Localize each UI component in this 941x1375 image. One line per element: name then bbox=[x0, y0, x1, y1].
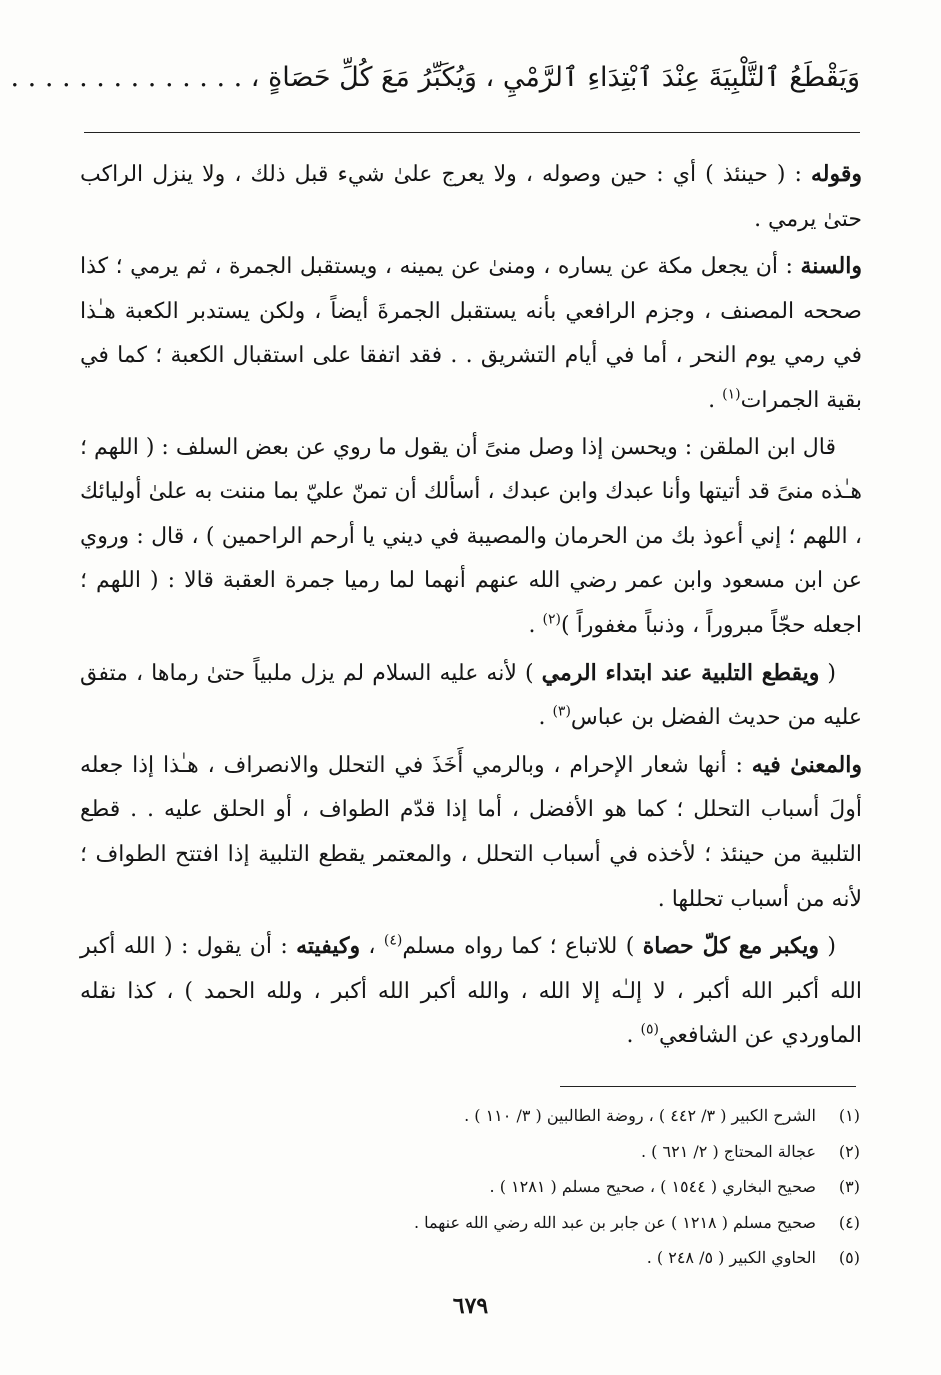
footnote-ref: (٥) bbox=[640, 1021, 660, 1038]
footnote-number: (٣) bbox=[838, 1177, 860, 1196]
footnote-ref: (٤) bbox=[383, 932, 403, 949]
matn-quote: ويكبر مع كلّ حصاة bbox=[642, 933, 820, 960]
paragraph-5 bbox=[80, 743, 862, 922]
footnote-text: عجالة المحتاج ( ٢/ ٦٢١ ) . bbox=[641, 1141, 816, 1161]
paragraph-text-2: ، bbox=[360, 934, 384, 960]
footnote-item bbox=[80, 1205, 860, 1241]
footnote-number: (٢) bbox=[838, 1141, 860, 1161]
footnote-ref: (٢) bbox=[542, 611, 561, 628]
top-divider bbox=[84, 132, 860, 133]
paragraph-4 bbox=[80, 651, 862, 741]
footnote-text: صحيح البخاري ( ١٥٤٤ ) ، صحيح مسلم ( ١٢٨١ ) . bbox=[489, 1177, 816, 1196]
lead-term: وقوله bbox=[810, 161, 862, 187]
paragraph-pre: ( bbox=[819, 660, 836, 686]
page-number: ٦٧٩ bbox=[452, 1293, 489, 1319]
footnote-number: (٤) bbox=[838, 1212, 860, 1232]
footnote-text: صحيح مسلم ( ١٢١٨ ) عن جابر بن عبد الله رضي الله عنهما . bbox=[413, 1212, 816, 1232]
footnotes bbox=[80, 1098, 860, 1276]
footnote-ref: (٣) bbox=[552, 703, 571, 720]
matn-line: وَيَقْطَعُ ٱلتَّلْبِيَةَ عِنْدَ ٱبْتِدَاءِ ٱلرَّمْيِ ، وَيُكَبِّرُ مَعَ كُلِّ حَصَاةٍ ، . . . . . . . . . . . . . . bbox=[10, 62, 860, 93]
paragraph-text: قال ابن الملقن : ويحسن إذا وصل منىً أن يقول ما روي عن بعض السلف : ( اللهم ؛ هـٰذه منىً قد أتيتها وأنا عبدك وابن عبدك ، أسألك أن تمنّ عليّ بما مننت به علىٰ أوليائك ، اللهم ؛ إني أعوذ بك من الحرمان والمصيبة في ديني يا أرحم الراحمين ) ، قال : وروي عن ابن مسعود وابن عمر رضي الله عنهم أنهما لما رميا جمرة العقبة قالا : ( اللهم ؛ اجعله حجّاً مبروراً ، وذنباً مغفوراً ) bbox=[80, 434, 862, 638]
footnote-number: (٥) bbox=[838, 1248, 860, 1267]
footnote-item bbox=[80, 1098, 860, 1134]
lead-term: والسنة bbox=[800, 253, 862, 280]
paragraph-6 bbox=[80, 924, 862, 1059]
paragraph-tail: . bbox=[626, 1023, 641, 1049]
footnote-text: الحاوي الكبير ( ٥/ ٢٤٨ ) . bbox=[646, 1248, 816, 1267]
paragraph-text: : أنها شعار الإحرام ، وبالرمي أَخَذَ في التحلل والانصراف ، هـٰذا إذا جعله أولَ أسباب التحلل ؛ كما هو الأفضل ، أما إذا قدّم الطواف ، أو الحلق عليه . . قطع التلبية من حينئذ ؛ لأخذه في أسباب التحلل ، والمعتمر يقطع التلبية إذا افتتح الطواف ؛ لأنه من أسباب تحللها . bbox=[80, 752, 862, 912]
paragraph-text: : أن يجعل مكة عن يساره ، ومنىٰ عن يمينه ، ويستقبل الجمرة ، ثم يرمي ؛ كذا صححه المصنف ، وجزم الرافعي بأنه يستقبل الجمرةَ أيضاً ، ولكن يستدبر الكعبة هـٰذا في رمي يوم النحر ، أما في أيام التشريق . . فقد اتفقا على استقبال الكعبة ؛ كما في بقية الجمرات bbox=[80, 254, 862, 413]
footnote-number: (١) bbox=[838, 1106, 860, 1125]
lead-term: والمعنىٰ فيه bbox=[751, 751, 862, 778]
paragraph-3 bbox=[80, 426, 862, 649]
paragraph-text: ) للاتباع ؛ كما رواه مسلم bbox=[402, 934, 643, 960]
footnote-item bbox=[80, 1240, 860, 1276]
footnote-item bbox=[80, 1169, 860, 1205]
paragraph-2 bbox=[80, 244, 862, 423]
paragraph-pre: ( bbox=[819, 934, 836, 960]
paragraph-tail: . bbox=[708, 387, 723, 413]
footnote-item bbox=[80, 1134, 860, 1170]
paragraph-tail: . bbox=[538, 705, 553, 731]
footnote-text: الشرح الكبير ( ٣/ ٤٤٢ ) ، روضة الطالبين ( ٣/ ١١٠ ) . bbox=[464, 1106, 816, 1125]
matn-quote: ويقطع التلبية عند ابتداء الرمي bbox=[541, 659, 820, 686]
commentary-body bbox=[80, 152, 862, 1061]
paragraph-1 bbox=[80, 152, 862, 242]
paragraph-text: : ( حينئذ ) أي : حين وصوله ، ولا يعرج علىٰ شيء قبل ذلك ، ولا ينزل الراكب حتىٰ يرمي . bbox=[80, 162, 862, 232]
footnote-ref: (١) bbox=[722, 386, 741, 403]
lead-term: وكيفيته bbox=[296, 933, 361, 960]
paragraph-tail: . bbox=[528, 612, 543, 638]
paragraph-text: ) لأنه عليه السلام لم يزل ملبياً حتىٰ رماها ، متفق عليه من حديث الفضل بن عباس bbox=[80, 660, 862, 731]
paragraph-text-3: : أن يقول : ( الله أكبر الله أكبر الله أكبر ، لا إلـٰه إلا الله ، والله أكبر الله أكبر ، ولله الحمد ) ، كذا نقله الماوردي عن الشافعي bbox=[80, 934, 862, 1049]
footnote-divider bbox=[560, 1086, 856, 1087]
